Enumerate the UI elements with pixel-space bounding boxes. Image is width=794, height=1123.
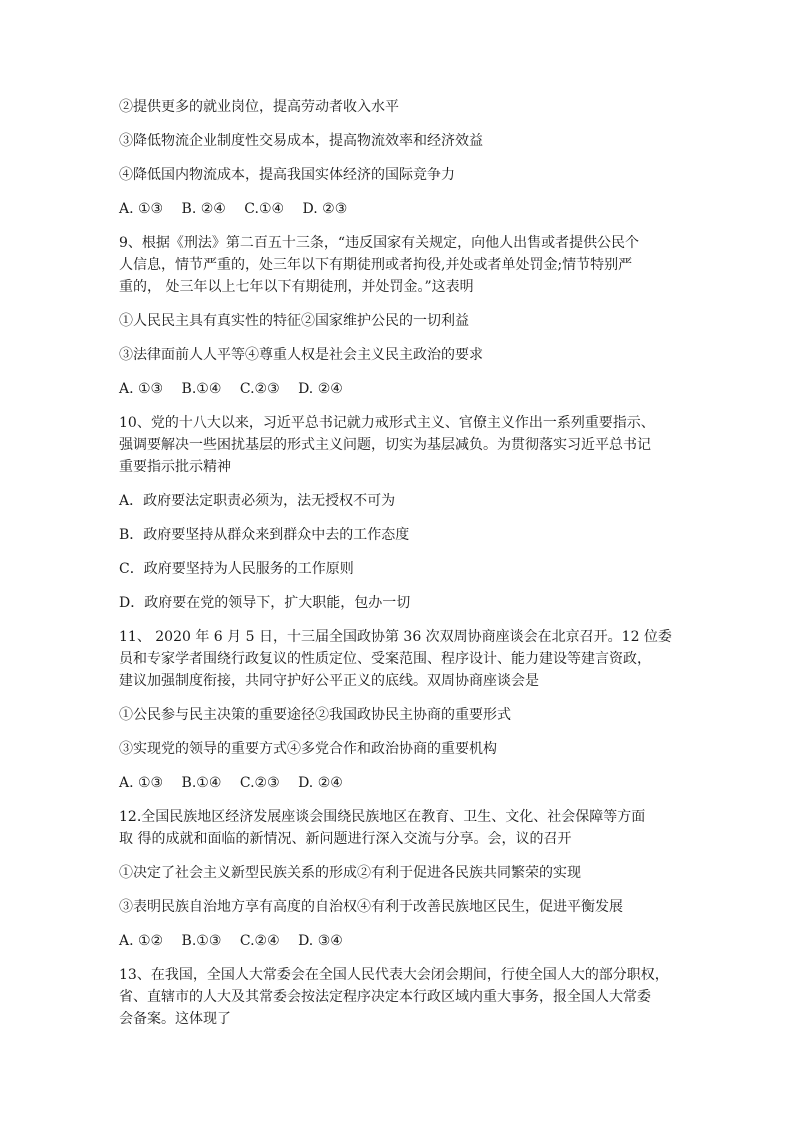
option-a: A．政府要法定职责必须为，法无授权不可为 <box>119 493 396 509</box>
question-9-text: 重的， 处三年以上七年以下有期徒刑，并处罚金。”这表明 <box>119 279 474 295</box>
answer-choices: A. ①③ B.①④ C.②③ D. ②④ <box>119 381 343 397</box>
option-line: ③法律面前人人平等④尊重人权是社会主义民主政治的要求 <box>119 347 483 363</box>
option-d: D．政府要在党的领导下，扩大职能，包办一切 <box>119 595 411 611</box>
answer-choices: A. ①② B.①③ C.②④ D. ③④ <box>119 933 343 949</box>
option-line: ③降低物流企业制度性交易成本，提高物流效率和经济效益 <box>119 133 483 149</box>
question-13-text: 省、直辖市的人大及其常委会按法定程序决定本行政区域内重大事务，报全国人大常委 <box>119 989 651 1005</box>
question-11-text: 建议加强制度衔接，共同守护好公平正义的底线。双周协商座谈会是 <box>119 673 539 689</box>
answer-choices: A. ①③ B. ②④ C.①④ D. ②③ <box>119 201 348 217</box>
answer-choices: A. ①③ B.①④ C.②③ D. ②④ <box>119 775 343 791</box>
option-line: ①决定了社会主义新型民族关系的形成②有利于促进各民族共同繁荣的实现 <box>119 865 581 881</box>
question-10-text: 重要指示批示精神 <box>119 459 231 475</box>
option-line: ①公民参与民主决策的重要途径②我国政协民主协商的重要形式 <box>119 707 511 723</box>
question-9-text: 人信息，情节严重的，处三年以下有期徒刑或者拘役,并处或者单处罚金;情节特别严 <box>119 257 633 273</box>
option-line: ④降低国内物流成本，提高我国实体经济的国际竞争力 <box>119 167 455 183</box>
question-12-text: 12.全国民族地区经济发展座谈会围绕民族地区在教育、卫生、文化、社会保障等方面 <box>119 809 646 825</box>
question-12-text: 取 得的成就和面临的新情况、新问题进行深入交流与分享。会，议的召开 <box>119 831 572 847</box>
question-11-text: 员和专家学者围绕行政复议的性质定位、受案范围、程序设计、能力建设等建言资政， <box>119 651 651 667</box>
question-9-text: 9、根据《刑法》第二百五十三条，“违反国家有关规定，向他人出售或者提供公民个 <box>119 235 640 251</box>
question-13-text: 13、在我国，全国人大常委会在全国人民代表大会闭会期间，行使全国人大的部分职权， <box>119 967 669 983</box>
option-line: ②提供更多的就业岗位，提高劳动者收入水平 <box>119 99 399 115</box>
option-line: ③表明民族自治地方享有高度的自治权④有利于改善民族地区民生，促进平衡发展 <box>119 899 623 915</box>
option-line: ①人民民主具有真实性的特征②国家维护公民的一切利益 <box>119 313 469 329</box>
question-11-text: 11、 2020 年 6 月 5 日，十三届全国政协第 36 次双周协商座谈会在北京召开。12 位委 <box>119 629 672 645</box>
option-line: ③实现党的领导的重要方式④多党合作和政治协商的重要机构 <box>119 741 497 757</box>
question-13-text: 会备案。这体现了 <box>119 1011 231 1027</box>
question-10-text: 10、党的十八大以来，习近平总书记就力戒形式主义、官僚主义作出一系列重要指示、 <box>119 415 655 431</box>
question-10-text: 强调要解决一些困扰基层的形式主义问题，切实为基层减负。为贯彻落实习近平总书记 <box>119 437 651 453</box>
option-c: C．政府要坚持为人民服务的工作原则 <box>119 561 354 577</box>
option-b: B．政府要坚持从群众来到群众中去的工作态度 <box>119 527 410 543</box>
